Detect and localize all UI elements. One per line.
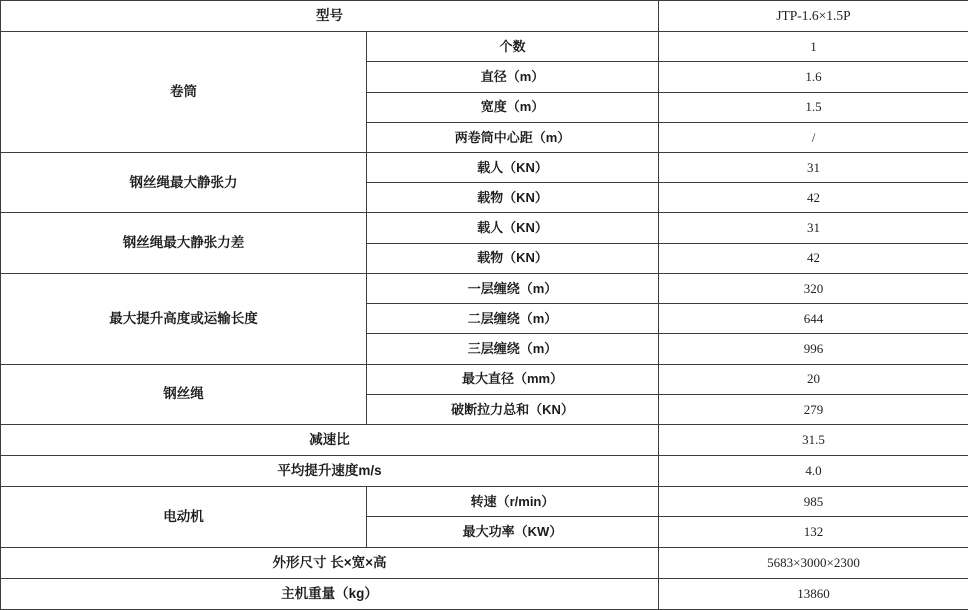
row-value: 4.0 xyxy=(659,456,968,487)
row-value: 279 xyxy=(659,394,968,424)
row-value: 996 xyxy=(659,334,968,364)
row-full-label: 平均提升速度m/s xyxy=(1,456,659,487)
row-sub-label: 最大功率（KW） xyxy=(367,517,659,547)
row-value: 320 xyxy=(659,273,968,303)
row-group-label: 钢丝绳最大静张力 xyxy=(1,153,367,213)
header-label: 型号 xyxy=(1,1,659,32)
row-sub-label: 转速（r/min） xyxy=(367,487,659,517)
row-group-label: 最大提升高度或运输长度 xyxy=(1,273,367,364)
row-sub-label: 载物（KN） xyxy=(367,183,659,213)
row-value: 42 xyxy=(659,243,968,273)
row-value: 42 xyxy=(659,183,968,213)
row-value: 132 xyxy=(659,517,968,547)
table-row xyxy=(1,153,968,183)
row-value: 1.5 xyxy=(659,92,968,122)
row-value: 985 xyxy=(659,487,968,517)
row-value: 1.6 xyxy=(659,62,968,92)
table-row xyxy=(1,456,968,487)
row-value: 13860 xyxy=(659,578,968,609)
table-row xyxy=(1,547,968,578)
table-header-row xyxy=(1,1,968,32)
row-sub-label: 宽度（m） xyxy=(367,92,659,122)
table-row xyxy=(1,424,968,455)
row-value: 1 xyxy=(659,32,968,62)
table-row xyxy=(1,487,968,517)
row-sub-label: 两卷筒中心距（m） xyxy=(367,122,659,152)
row-sub-label: 个数 xyxy=(367,32,659,62)
row-value: 5683×3000×2300 xyxy=(659,547,968,578)
row-full-label: 外形尺寸 长×宽×高 xyxy=(1,547,659,578)
row-sub-label: 直径（m） xyxy=(367,62,659,92)
table-row xyxy=(1,364,968,394)
row-value: 644 xyxy=(659,304,968,334)
row-sub-label: 二层缠绕（m） xyxy=(367,304,659,334)
row-sub-label: 最大直径（mm） xyxy=(367,364,659,394)
row-value: 31.5 xyxy=(659,424,968,455)
row-group-label: 电动机 xyxy=(1,487,367,547)
row-sub-label: 载人（KN） xyxy=(367,213,659,243)
row-sub-label: 一层缠绕（m） xyxy=(367,273,659,303)
row-sub-label: 载物（KN） xyxy=(367,243,659,273)
table-row xyxy=(1,32,968,62)
row-value: 31 xyxy=(659,153,968,183)
table-row xyxy=(1,213,968,243)
row-sub-label: 破断拉力总和（KN） xyxy=(367,394,659,424)
table-row xyxy=(1,273,968,303)
row-value: 31 xyxy=(659,213,968,243)
row-group-label: 钢丝绳最大静张力差 xyxy=(1,213,367,273)
row-sub-label: 载人（KN） xyxy=(367,153,659,183)
row-group-label: 钢丝绳 xyxy=(1,364,367,424)
table-row xyxy=(1,578,968,609)
row-value: 20 xyxy=(659,364,968,394)
row-sub-label: 三层缠绕（m） xyxy=(367,334,659,364)
header-value: JTP-1.6×1.5P xyxy=(659,1,968,32)
row-full-label: 主机重量（kg） xyxy=(1,578,659,609)
row-full-label: 减速比 xyxy=(1,424,659,455)
row-group-label: 卷筒 xyxy=(1,32,367,153)
row-value: / xyxy=(659,122,968,152)
